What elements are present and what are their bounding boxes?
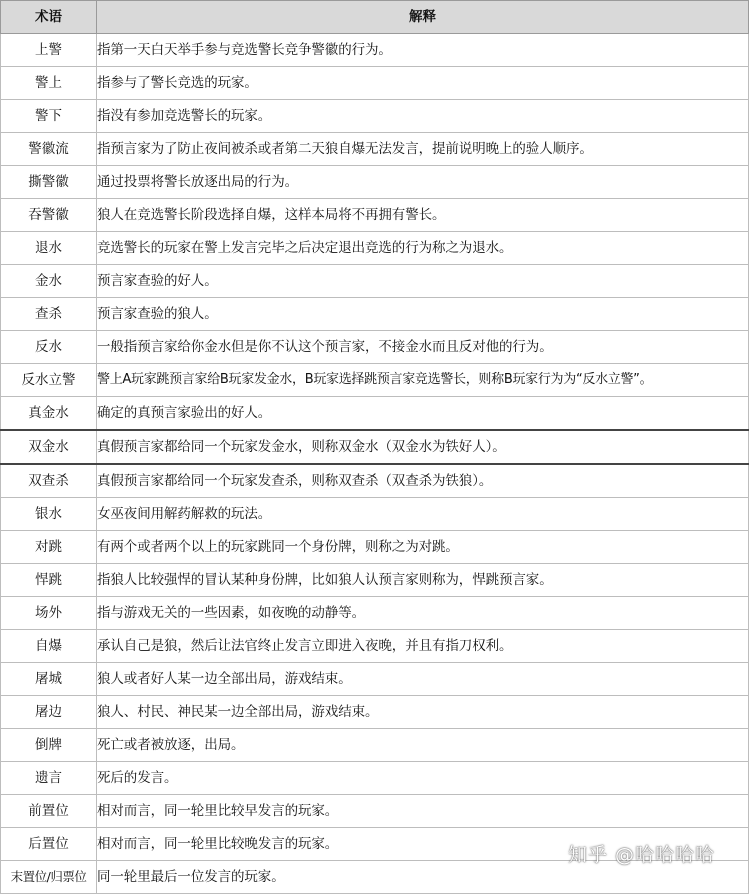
term-cell: 屠边 <box>1 696 97 729</box>
table-row <box>1 331 749 364</box>
table-row <box>1 663 749 696</box>
definition-cell: 死亡或者被放逐，出局。 <box>97 729 749 762</box>
definition-cell: 指第一天白天举手参与竞选警长竞争警徽的行为。 <box>97 34 749 67</box>
definition-cell: 死后的发言。 <box>97 762 749 795</box>
definition-cell: 狼人、村民、神民某一边全部出局，游戏结束。 <box>97 696 749 729</box>
definition-cell: 狼人或者好人某一边全部出局，游戏结束。 <box>97 663 749 696</box>
term-cell: 上警 <box>1 34 97 67</box>
term-cell: 屠城 <box>1 663 97 696</box>
definition-cell: 狼人在竞选警长阶段选择自爆，这样本局将不再拥有警长。 <box>97 199 749 232</box>
term-cell: 末置位/归票位 <box>1 861 97 894</box>
term-cell: 金水 <box>1 265 97 298</box>
table-row <box>1 265 749 298</box>
definition-cell: 同一轮里最后一位发言的玩家。 <box>97 861 749 894</box>
term-cell: 遗言 <box>1 762 97 795</box>
table-row <box>1 464 749 498</box>
definition-cell: 预言家查验的好人。 <box>97 265 749 298</box>
definition-cell: 通过投票将警长放逐出局的行为。 <box>97 166 749 199</box>
table-row <box>1 397 749 431</box>
definition-cell: 指与游戏无关的一些因素，如夜晚的动静等。 <box>97 597 749 630</box>
term-cell: 后置位 <box>1 828 97 861</box>
definition-cell: 相对而言，同一轮里比较早发言的玩家。 <box>97 795 749 828</box>
table-row <box>1 729 749 762</box>
table-row <box>1 564 749 597</box>
term-cell: 警徽流 <box>1 133 97 166</box>
definition-cell: 确定的真预言家验出的好人。 <box>97 397 749 431</box>
term-cell: 反水 <box>1 331 97 364</box>
table-row <box>1 298 749 331</box>
term-cell: 退水 <box>1 232 97 265</box>
term-cell: 双金水 <box>1 430 97 464</box>
term-cell: 前置位 <box>1 795 97 828</box>
table-row <box>1 696 749 729</box>
term-cell: 查杀 <box>1 298 97 331</box>
definition-cell: 预言家查验的狼人。 <box>97 298 749 331</box>
definition-cell: 真假预言家都给同一个玩家发查杀，则称双查杀（双查杀为铁狼）。 <box>97 464 749 498</box>
table-row <box>1 67 749 100</box>
header-term: 术语 <box>1 1 97 34</box>
definition-cell: 竞选警长的玩家在警上发言完毕之后决定退出竞选的行为称之为退水。 <box>97 232 749 265</box>
term-cell: 倒牌 <box>1 729 97 762</box>
term-cell: 警上 <box>1 67 97 100</box>
definition-cell: 女巫夜间用解药解救的玩法。 <box>97 498 749 531</box>
table-header-row <box>1 1 749 34</box>
term-cell: 双查杀 <box>1 464 97 498</box>
term-cell: 银水 <box>1 498 97 531</box>
definition-cell: 一般指预言家给你金水但是你不认这个预言家，不接金水而且反对他的行为。 <box>97 331 749 364</box>
definition-cell: 真假预言家都给同一个玩家发金水，则称双金水（双金水为铁好人）。 <box>97 430 749 464</box>
table-row <box>1 430 749 464</box>
table-row <box>1 166 749 199</box>
term-cell: 反水立警 <box>1 364 97 397</box>
header-definition: 解释 <box>97 1 749 34</box>
table-row <box>1 232 749 265</box>
definition-cell: 指参与了警长竞选的玩家。 <box>97 67 749 100</box>
table-row <box>1 795 749 828</box>
term-cell: 吞警徽 <box>1 199 97 232</box>
table-row <box>1 364 749 397</box>
definition-cell: 有两个或者两个以上的玩家跳同一个身份牌，则称之为对跳。 <box>97 531 749 564</box>
definition-cell: 指狼人比较强悍的冒认某种身份牌，比如狼人认预言家则称为，悍跳预言家。 <box>97 564 749 597</box>
table-row <box>1 199 749 232</box>
table-row <box>1 597 749 630</box>
table-row <box>1 762 749 795</box>
term-cell: 悍跳 <box>1 564 97 597</box>
table-row <box>1 34 749 67</box>
term-cell: 撕警徽 <box>1 166 97 199</box>
term-cell: 自爆 <box>1 630 97 663</box>
table-row <box>1 498 749 531</box>
table-row <box>1 100 749 133</box>
table-row <box>1 630 749 663</box>
term-cell: 真金水 <box>1 397 97 431</box>
table-row <box>1 133 749 166</box>
term-cell: 警下 <box>1 100 97 133</box>
definition-cell: 相对而言，同一轮里比较晚发言的玩家。 <box>97 828 749 861</box>
term-cell: 场外 <box>1 597 97 630</box>
table-row <box>1 531 749 564</box>
term-cell: 对跳 <box>1 531 97 564</box>
definition-cell: 指预言家为了防止夜间被杀或者第二天狼自爆无法发言，提前说明晚上的验人顺序。 <box>97 133 749 166</box>
definition-cell: 警上A玩家跳预言家给B玩家发金水，B玩家选择跳预言家竞选警长，则称B玩家行为为“反水立警”。 <box>97 364 749 397</box>
zhihu-watermark: 知乎 @哈哈哈哈 <box>568 844 716 866</box>
definition-cell: 指没有参加竞选警长的玩家。 <box>97 100 749 133</box>
definition-cell: 承认自己是狼，然后让法官终止发言立即进入夜晚，并且有指刀权利。 <box>97 630 749 663</box>
